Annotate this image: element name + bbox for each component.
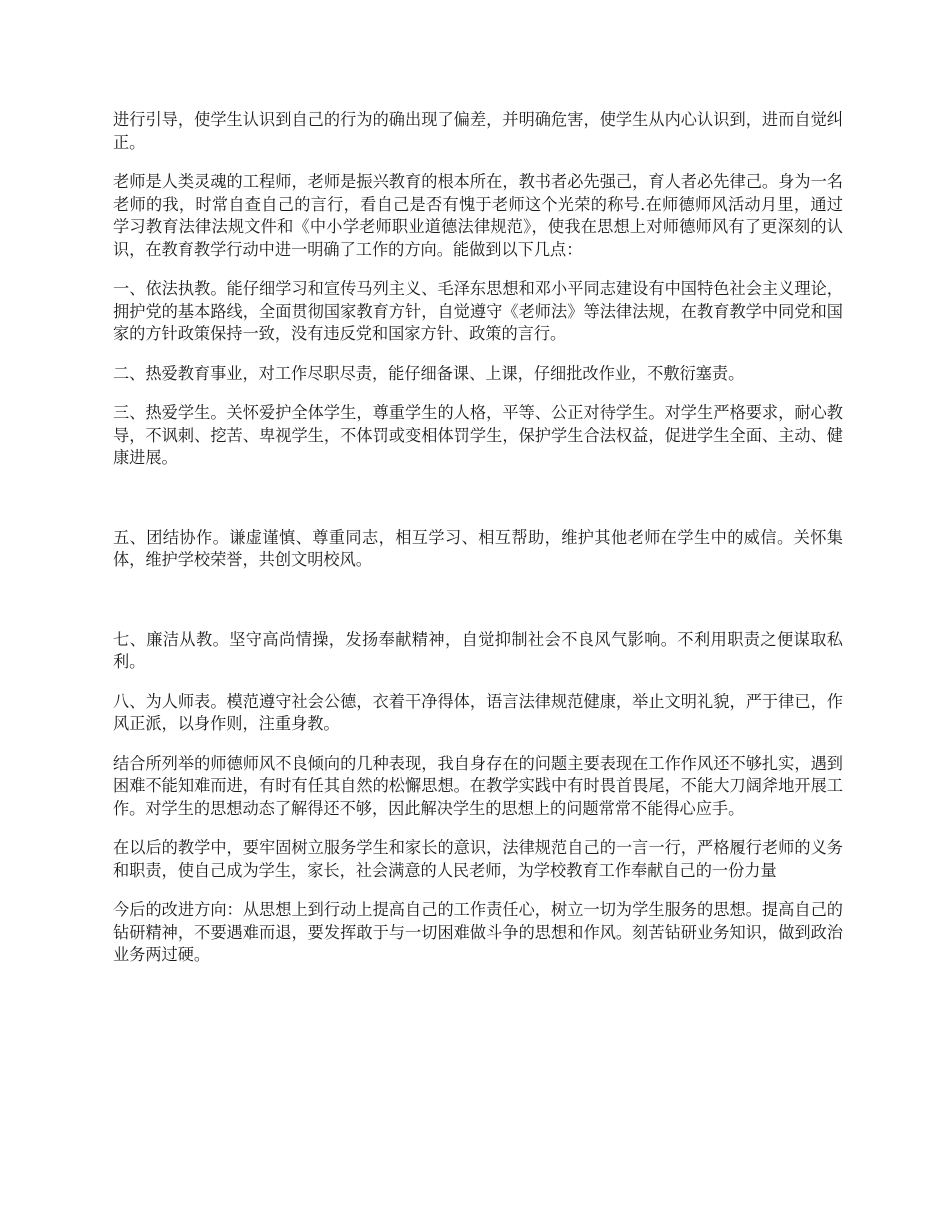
paragraph-point-7: 七、廉洁从教。坚守高尚情操，发扬奉献精神，自觉抑制社会不良风气影响。不利用职责之便谋取私利。: [113, 629, 843, 671]
blank-gap: [113, 589, 843, 629]
paragraph-point-3: 三、热爱学生。关怀爱护全体学生，尊重学生的人格，平等、公正对待学生。对学生严格要求，耐心教导，不讽刺、挖苦、卑视学生，不体罚或变相体罚学生，保护学生合法权益，促进学生全面、主动、健康进展。: [113, 403, 843, 467]
paragraph-intro-continuation: 进行引导，使学生认识到自己的行为的确出现了偏差，并明确危害，使学生从内心认识到，进而自觉纠正。: [113, 110, 843, 152]
paragraph-point-8: 八、为人师表。模范遵守社会公德，衣着干净得体，语言法律规范健康，举止文明礼貌，严于律已，作风正派，以身作则，注重身教。: [113, 691, 843, 733]
document-body: [113, 109, 843, 984]
paragraph-self-reflection: 结合所列举的师德师风不良倾向的几种表现，我自身存在的问题主要表现在工作作风还不够扎实，遇到困难不能知难而进，有时有任其自然的松懈思想。在教学实践中有时畏首畏尾，不能大刀阔斧地开展工作。对学生的思想动态了解得还不够，因此解决学生的思想上的问题常常不能得心应手。: [113, 753, 843, 818]
paragraph-point-1: 一、依法执教。能仔细学习和宣传马列主义、毛泽东思想和邓小平同志建设有中国特色社会主义理论，拥护党的基本路线，全面贯彻国家教育方针，自觉遵守《老师法》等法律法规，在教育教学中同党和国家的方针政策保持一致，没有违反党和国家方针、政策的言行。: [113, 279, 843, 343]
paragraph-point-5: 五、团结协作。谦虚谨慎、尊重同志，相互学习、相互帮助，维护其他老师在学生中的威信。关怀集体，维护学校荣誉，共创文明校风。: [113, 527, 843, 569]
paragraph-teacher-role: 老师是人类灵魂的工程师，老师是振兴教育的根本所在，教书者必先强己，育人者必先律己。身为一名老师的我，时常自查自己的言行，看自己是否有愧于老师这个光荣的称号.在师德师风活动月里，通过学习教育法律法规文件和《中小学老师职业道德法律规范》，使我在思想上对师德师风有了更深刻的认识，在教育教学行动中进一明确了工作的方向。能做到以下几点：: [113, 172, 843, 259]
paragraph-future-teaching: 在以后的教学中，要牢固树立服务学生和家长的意识，法律规范自己的一言一行，严格履行老师的义务和职责，使自己成为学生，家长，社会满意的人民老师，为学校教育工作奉献自己的一份力量: [113, 838, 843, 880]
paragraph-improvement-direction: 今后的改进方向：从思想上到行动上提高自己的工作责任心，树立一切为学生服务的思想。提高自己的钻研精神，不要遇难而退，要发挥敢于与一切困难做斗争的思想和作风。刻苦钻研业务知识，做到政治业务两过硬。: [113, 900, 843, 964]
paragraph-point-2: 二、热爱教育事业，对工作尽职尽责，能仔细备课、上课，仔细批改作业，不敷衍塞责。: [113, 363, 745, 383]
blank-gap: [113, 487, 843, 527]
